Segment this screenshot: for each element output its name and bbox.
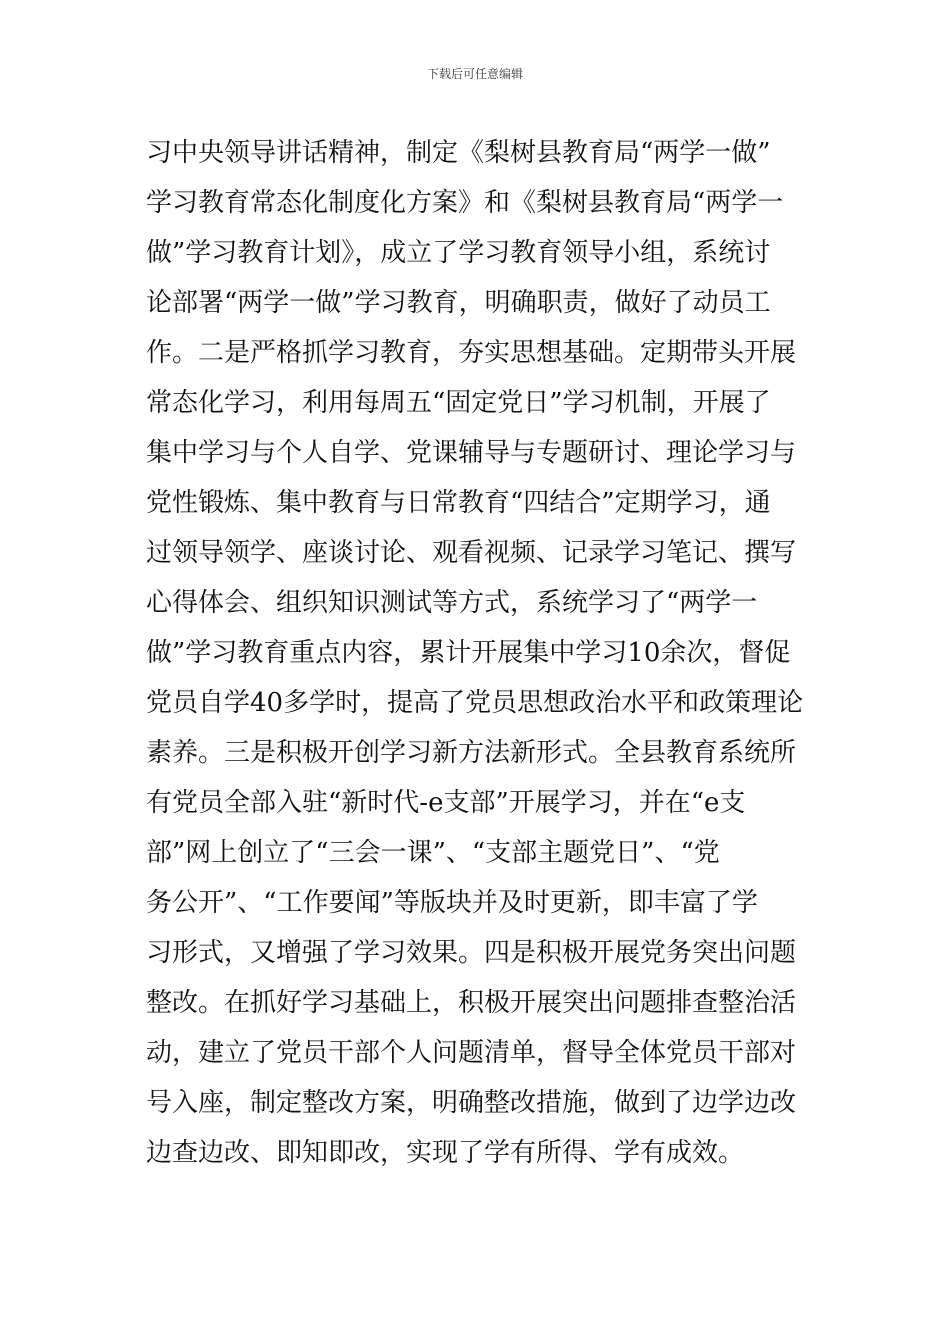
text-line: 素养。三是积极开创学习新方法新形式。全县教育系统所 bbox=[146, 738, 797, 768]
text-line: 作。二是严格抓学习教育，夯实思想基础。定期带头开展 bbox=[146, 338, 797, 368]
text-line: 党性锻炼、集中教育与日常教育“四结合”定期学习，通 bbox=[146, 488, 771, 518]
page-header: 下载后可任意编辑 bbox=[426, 67, 523, 81]
text-line: 党员自学40多学时，提高了党员思想政治水平和政策理论 bbox=[146, 688, 804, 718]
text-line: 号入座，制定整改方案，明确整改措施，做到了边学边改 bbox=[146, 1088, 797, 1118]
text-line: 论部署“两学一做”学习教育，明确职责，做好了动员工 bbox=[146, 288, 771, 318]
text-line: 习形式，又增强了学习效果。四是积极开展党务突出问题 bbox=[146, 938, 797, 968]
text-line: 有党员全部入驻“新时代-e支部”开展学习，并在“e支 bbox=[146, 788, 746, 818]
text-line: 过领导领学、座谈讨论、观看视频、记录学习笔记、撰写 bbox=[146, 538, 797, 568]
text-line: 边查边改、即知即改，实现了学有所得、学有成效。 bbox=[146, 1138, 745, 1168]
text-line: 动，建立了党员干部个人问题清单，督导全体党员干部对 bbox=[146, 1038, 797, 1068]
text-line: 部”网上创立了“三会一课”、“支部主题党日”、“党 bbox=[146, 838, 720, 868]
text-line: 整改。在抓好学习基础上，积极开展突出问题排查整治活 bbox=[146, 988, 797, 1018]
text-line: 集中学习与个人自学、党课辅导与专题研讨、理论学习与 bbox=[146, 438, 797, 468]
text-line: 习中央领导讲话精神，制定《梨树县教育局“两学一做” bbox=[146, 138, 771, 168]
text-line: 做”学习教育计划》，成立了学习教育领导小组，系统讨 bbox=[146, 238, 771, 268]
text-line: 做”学习教育重点内容，累计开展集中学习10余次，督促 bbox=[146, 638, 791, 668]
text-line: 学习教育常态化制度化方案》和《梨树县教育局“两学一 bbox=[146, 188, 784, 218]
body-paragraph bbox=[146, 128, 816, 1178]
text-line: 务公开”、“工作要闻”等版块并及时更新，即丰富了学 bbox=[146, 888, 758, 918]
text-line: 心得体会、组织知识测试等方式，系统学习了“两学一 bbox=[146, 588, 758, 618]
text-line: 常态化学习，利用每周五“固定党日”学习机制，开展了 bbox=[146, 388, 771, 418]
